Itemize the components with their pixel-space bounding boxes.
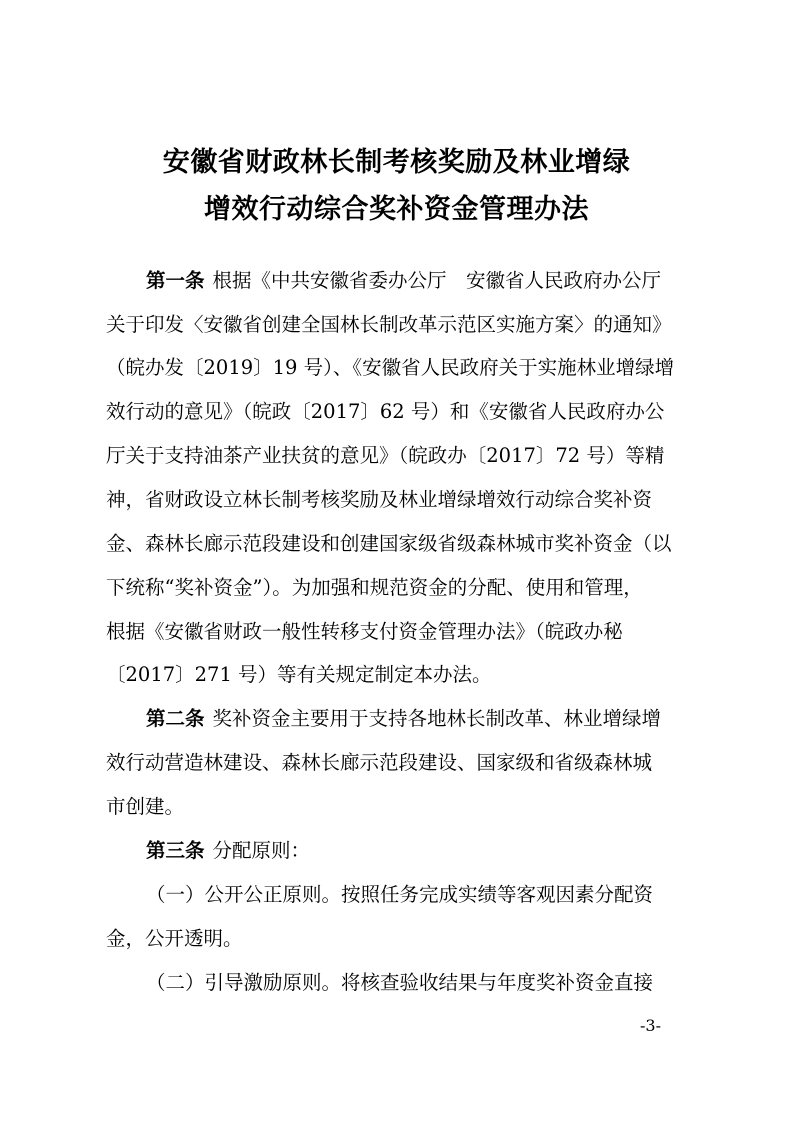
article-3-line-1: [146, 836, 688, 866]
document-title-line-2: 增效行动综合奖补资金管理办法: [204, 194, 589, 225]
principle-1-line-1: （一）公开公正原则。按照任务完成实绩等客观因素分配资: [146, 883, 654, 906]
principle-2-line-1: （二）引导激励原则。将核查验收结果与年度奖补资金直接: [146, 971, 654, 994]
article-1-line-6: 神，省财政设立林长制考核奖励及林业增绿增效行动综合奖补资: [106, 488, 653, 511]
article-1-line-10: 〔2017〕271 号）等有关规定制定本办法。: [106, 663, 492, 686]
article-1-text: 根据《中共安徽省委办公厅 安徽省人民政府办公厅: [212, 269, 662, 292]
article-1-line-2: 关于印发〈安徽省创建全国林长制改革示范区实施方案〉的通知》: [106, 313, 672, 336]
article-1-line-4: 效行动的意见》（皖政〔2017〕62 号）和《安徽省人民政府办公: [106, 400, 665, 423]
article-1-line-9: 根据《安徽省财政一般性转移支付资金管理办法》（皖政办秘: [106, 620, 623, 643]
article-2-line-1: [146, 704, 688, 734]
article-3-text: 分配原则：: [212, 839, 311, 862]
article-2-line-3: 市创建。: [106, 795, 185, 818]
page-number: -3-: [640, 1016, 661, 1035]
article-1-line-7: 金、森林长廊示范段建设和创建国家级省级森林城市奖补资金（以: [106, 532, 672, 555]
article-1-line-3: （皖办发〔2019〕19 号）、《安徽省人民政府关于实施林业增绿增: [106, 356, 675, 379]
article-1-line-8: 下统称“奖补资金”）。为加强和规范资金的分配、使用和管理，: [106, 576, 643, 599]
principle-1-line-2: 金，公开透明。: [106, 927, 243, 950]
article-1-line-5: 厅关于支持油茶产业扶贫的意见》（皖政办〔2017〕72 号）等精: [106, 444, 665, 467]
article-1-label: 第一条: [146, 269, 205, 292]
article-2-label: 第二条: [146, 707, 205, 730]
article-3-label: 第三条: [146, 839, 205, 862]
article-1-line-1: [146, 266, 688, 296]
document-title-line-1: 安徽省财政林长制考核奖励及林业增绿: [162, 147, 631, 178]
article-2-line-2: 效行动营造林建设、森林长廊示范段建设、国家级和省级森林城: [106, 751, 653, 774]
article-2-text: 奖补资金主要用于支持各地林长制改革、林业增绿增: [212, 707, 662, 730]
